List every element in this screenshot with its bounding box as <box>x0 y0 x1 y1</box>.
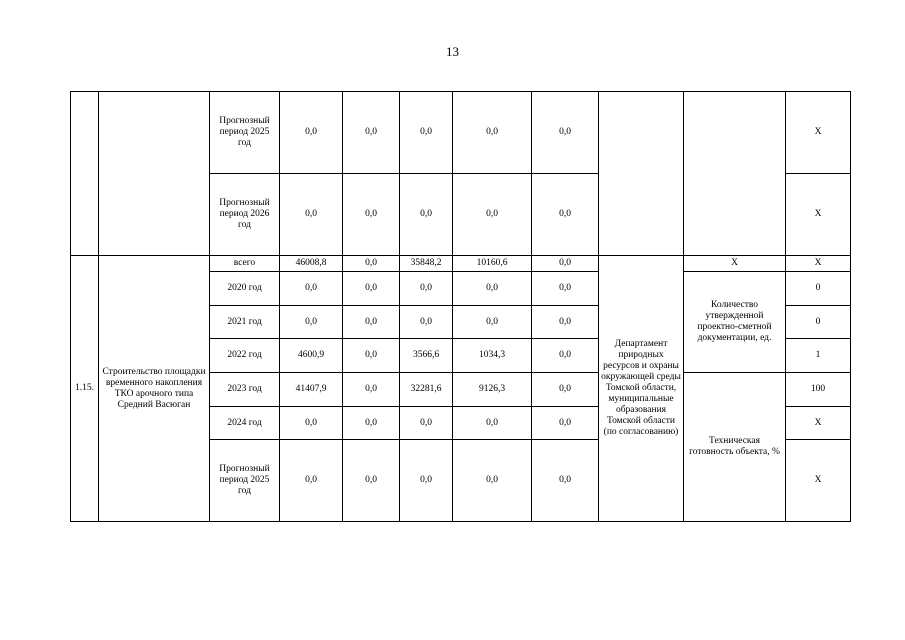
value-cell: 0,0 <box>343 174 400 256</box>
value-cell: 0,0 <box>280 440 343 522</box>
value-cell: 0,0 <box>453 306 532 339</box>
value-cell: 0,0 <box>343 407 400 440</box>
period-cell: всего <box>210 256 280 272</box>
indicator-value-cell: Х <box>786 256 851 272</box>
value-cell: 0,0 <box>280 272 343 306</box>
indicator-value-cell: Х <box>786 174 851 256</box>
period-cell: 2024 год <box>210 407 280 440</box>
value-cell: 0,0 <box>532 407 599 440</box>
period-cell: 2022 год <box>210 339 280 373</box>
value-cell: 3566,6 <box>400 339 453 373</box>
value-cell: 0,0 <box>532 339 599 373</box>
value-cell: 0,0 <box>400 92 453 174</box>
indicator-value-cell: 100 <box>786 373 851 407</box>
period-cell: 2021 год <box>210 306 280 339</box>
value-cell: 0,0 <box>532 272 599 306</box>
table-row <box>71 256 851 272</box>
value-cell: 0,0 <box>343 92 400 174</box>
period-cell: 2023 год <box>210 373 280 407</box>
indicator-value-cell: Х <box>786 440 851 522</box>
executor-cell <box>599 92 684 256</box>
period-cell: 2020 год <box>210 272 280 306</box>
indicator-cell: Техническая готовность объекта, % <box>684 373 786 522</box>
value-cell: 35848,2 <box>400 256 453 272</box>
item-number-cell <box>71 92 99 256</box>
value-cell: 0,0 <box>400 440 453 522</box>
value-cell: 0,0 <box>453 407 532 440</box>
value-cell: 0,0 <box>280 174 343 256</box>
indicator-value-cell: 0 <box>786 272 851 306</box>
value-cell: 9126,3 <box>453 373 532 407</box>
value-cell: 41407,9 <box>280 373 343 407</box>
value-cell: 0,0 <box>400 272 453 306</box>
indicator-value-cell: 0 <box>786 306 851 339</box>
value-cell: 0,0 <box>532 174 599 256</box>
value-cell: 0,0 <box>400 174 453 256</box>
table-row <box>71 92 851 174</box>
page-number: 13 <box>446 44 459 59</box>
item-name-cell: Строительство площадки временного накопления ТКО арочного типа Средний Васюган <box>99 256 210 522</box>
value-cell: 10160,6 <box>453 256 532 272</box>
value-cell: 0,0 <box>343 306 400 339</box>
value-cell: 0,0 <box>343 256 400 272</box>
indicator-value-cell: Х <box>786 92 851 174</box>
value-cell: 0,0 <box>453 92 532 174</box>
period-cell: Прогнозный период 2025 год <box>210 92 280 174</box>
executor-cell: Департамент природных ресурсов и охраны окружающей среды Томской области, муниципальные образования Томской области (по согласованию) <box>599 256 684 522</box>
value-cell: 46008,8 <box>280 256 343 272</box>
value-cell: 4600,9 <box>280 339 343 373</box>
value-cell: 0,0 <box>400 306 453 339</box>
value-cell: 0,0 <box>532 92 599 174</box>
value-cell: 0,0 <box>280 407 343 440</box>
value-cell: 0,0 <box>532 256 599 272</box>
value-cell: 0,0 <box>453 272 532 306</box>
indicator-cell <box>684 92 786 256</box>
value-cell: 0,0 <box>453 174 532 256</box>
indicator-cell: Х <box>684 256 786 272</box>
period-cell: Прогнозный период 2025 год <box>210 440 280 522</box>
item-name-cell <box>99 92 210 256</box>
value-cell: 1034,3 <box>453 339 532 373</box>
item-number-cell: 1.15. <box>71 256 99 522</box>
indicator-value-cell: Х <box>786 407 851 440</box>
value-cell: 0,0 <box>280 306 343 339</box>
indicator-value-cell: 1 <box>786 339 851 373</box>
value-cell: 0,0 <box>343 272 400 306</box>
indicator-cell: Количество утвержденной проектно-сметной документации, ед. <box>684 272 786 373</box>
value-cell: 0,0 <box>400 407 453 440</box>
value-cell: 0,0 <box>453 440 532 522</box>
value-cell: 0,0 <box>343 440 400 522</box>
value-cell: 0,0 <box>343 339 400 373</box>
value-cell: 0,0 <box>532 306 599 339</box>
period-cell: Прогнозный период 2026 год <box>210 174 280 256</box>
value-cell: 0,0 <box>343 373 400 407</box>
program-table <box>70 91 851 522</box>
value-cell: 32281,6 <box>400 373 453 407</box>
value-cell: 0,0 <box>280 92 343 174</box>
value-cell: 0,0 <box>532 440 599 522</box>
value-cell: 0,0 <box>532 373 599 407</box>
